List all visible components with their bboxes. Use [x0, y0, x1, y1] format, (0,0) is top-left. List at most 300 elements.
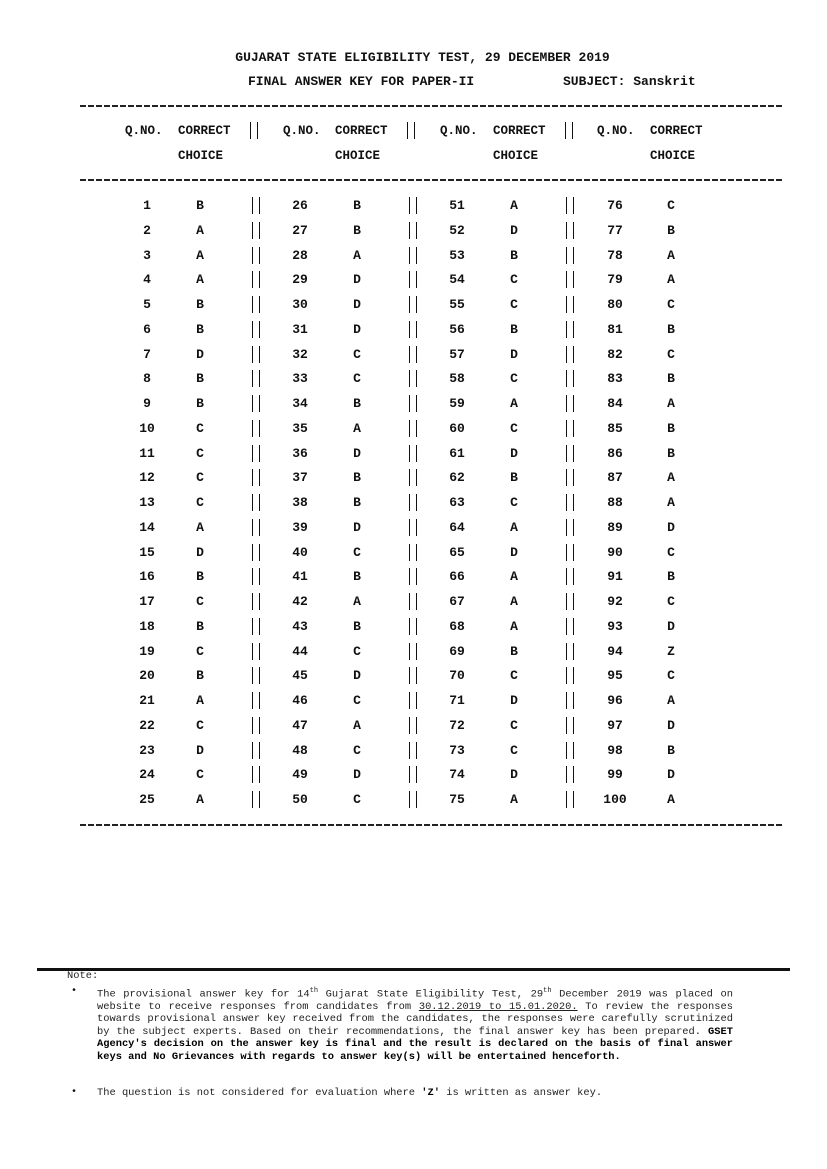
header-qno: Q.NO.: [440, 124, 478, 138]
column-separator: [409, 321, 417, 338]
correct-choice: C: [510, 495, 518, 510]
correct-choice: B: [353, 495, 361, 510]
correct-choice: C: [667, 297, 675, 312]
question-number: 82: [607, 346, 623, 362]
header-correct: CORRECT: [493, 124, 546, 138]
question-number: 86: [607, 445, 623, 461]
question-number: 20: [139, 668, 155, 684]
date-range: 30.12.2019 to 15.01.2020.: [418, 1000, 578, 1013]
correct-choice: A: [353, 247, 361, 263]
correct-choice: B: [510, 321, 518, 337]
question-number: 74: [449, 767, 465, 783]
column-separator: [566, 445, 574, 462]
correct-choice: A: [353, 717, 361, 733]
question-number: 6: [143, 321, 151, 337]
correct-choice: D: [510, 222, 518, 238]
correct-choice: C: [667, 198, 675, 213]
question-number: 70: [449, 668, 465, 684]
column-separator: [252, 766, 260, 783]
column-separator: [566, 494, 574, 511]
question-number: 13: [139, 495, 155, 510]
correct-choice: D: [353, 272, 361, 288]
note-text: is written as answer key.: [439, 1087, 603, 1099]
column-separator: [252, 519, 260, 536]
correct-choice: A: [196, 519, 204, 535]
column-separator: [566, 544, 574, 561]
question-number: 11: [139, 445, 155, 461]
question-number: 18: [139, 618, 155, 634]
question-number: 77: [607, 222, 623, 238]
question-number: 26: [292, 198, 308, 213]
column-separator: [409, 544, 417, 561]
question-number: 78: [607, 247, 623, 263]
correct-choice: C: [196, 495, 204, 510]
correct-choice: C: [196, 594, 204, 609]
column-separator: [566, 742, 574, 759]
column-separator: [252, 370, 260, 387]
question-number: 50: [292, 792, 308, 807]
correct-choice: B: [353, 198, 361, 213]
correct-choice: C: [353, 693, 361, 708]
correct-choice: B: [196, 396, 204, 411]
question-number: 24: [139, 767, 155, 783]
correct-choice: C: [196, 470, 204, 486]
column-separator: [409, 494, 417, 511]
question-number: 60: [449, 420, 465, 436]
question-number: 44: [292, 643, 308, 659]
note-text: December 2019 was placed on website to receive responses from candidates from: [97, 988, 733, 1013]
dashed-divider: [80, 105, 782, 107]
column-separator: [252, 222, 260, 239]
column-separator: [252, 618, 260, 635]
question-number: 48: [292, 742, 308, 758]
column-separator: [409, 222, 417, 239]
question-number: 31: [292, 321, 308, 337]
correct-choice: C: [667, 544, 675, 560]
question-number: 4: [143, 272, 151, 288]
correct-choice: A: [196, 792, 204, 807]
correct-choice: B: [353, 396, 361, 411]
correct-choice: A: [510, 569, 518, 585]
question-number: 89: [607, 519, 623, 535]
column-separator: [409, 519, 417, 536]
correct-choice: C: [196, 767, 204, 783]
column-separator: [409, 766, 417, 783]
z-marker: 'Z': [421, 1087, 440, 1099]
column-separator: [252, 593, 260, 610]
question-number: 51: [449, 198, 465, 213]
column-separator: [252, 395, 260, 412]
correct-choice: D: [353, 321, 361, 337]
correct-choice: C: [353, 643, 361, 659]
question-number: 90: [607, 544, 623, 560]
correct-choice: C: [196, 445, 204, 461]
paper-label: FINAL ANSWER KEY FOR PAPER-II: [248, 74, 475, 89]
correct-choice: A: [667, 470, 675, 486]
column-separator: [252, 271, 260, 288]
correct-choice: B: [667, 222, 675, 238]
column-separator: [409, 593, 417, 610]
column-separator: [566, 469, 574, 486]
question-number: 42: [292, 594, 308, 609]
correct-choice: D: [667, 717, 675, 733]
note-paragraph-2: [97, 1087, 733, 1100]
correct-choice: B: [667, 742, 675, 758]
question-number: 91: [607, 569, 623, 585]
correct-choice: A: [667, 693, 675, 708]
question-number: 75: [449, 792, 465, 807]
column-separator: [250, 122, 258, 139]
column-separator: [252, 692, 260, 709]
question-number: 71: [449, 693, 465, 708]
question-number: 23: [139, 742, 155, 758]
question-number: 64: [449, 519, 465, 535]
correct-choice: D: [510, 767, 518, 783]
correct-choice: C: [353, 346, 361, 362]
correct-choice: A: [196, 247, 204, 263]
question-number: 5: [143, 297, 151, 312]
correct-choice: B: [196, 321, 204, 337]
correct-choice: B: [667, 445, 675, 461]
column-separator: [252, 445, 260, 462]
question-number: 49: [292, 767, 308, 783]
question-number: 99: [607, 767, 623, 783]
correct-choice: D: [196, 544, 204, 560]
question-number: 38: [292, 495, 308, 510]
correct-choice: B: [196, 618, 204, 634]
correct-choice: B: [510, 643, 518, 659]
question-number: 33: [292, 371, 308, 387]
correct-choice: Z: [667, 643, 675, 659]
column-separator: [566, 618, 574, 635]
correct-choice: A: [510, 618, 518, 634]
question-number: 97: [607, 717, 623, 733]
correct-choice: A: [510, 198, 518, 213]
correct-choice: B: [353, 470, 361, 486]
column-separator: [566, 197, 574, 214]
column-separator: [409, 667, 417, 684]
column-separator: [252, 346, 260, 363]
question-number: 93: [607, 618, 623, 634]
question-number: 72: [449, 717, 465, 733]
question-number: 8: [143, 371, 151, 387]
column-separator: [409, 370, 417, 387]
column-separator: [252, 469, 260, 486]
question-number: 2: [143, 222, 151, 238]
question-number: 96: [607, 693, 623, 708]
header-qno: Q.NO.: [597, 124, 635, 138]
correct-choice: C: [667, 594, 675, 609]
question-number: 28: [292, 247, 308, 263]
question-number: 66: [449, 569, 465, 585]
question-number: 29: [292, 272, 308, 288]
question-number: 84: [607, 396, 623, 411]
subject-label: SUBJECT: Sanskrit: [563, 74, 696, 89]
question-number: 17: [139, 594, 155, 609]
question-number: 76: [607, 198, 623, 213]
question-number: 35: [292, 420, 308, 436]
question-number: 1: [143, 198, 151, 213]
question-number: 46: [292, 693, 308, 708]
correct-choice: D: [353, 297, 361, 312]
question-number: 36: [292, 445, 308, 461]
correct-choice: B: [196, 297, 204, 312]
correct-choice: B: [196, 668, 204, 684]
correct-choice: A: [353, 594, 361, 609]
question-number: 54: [449, 272, 465, 288]
column-separator: [252, 321, 260, 338]
correct-choice: A: [667, 272, 675, 288]
column-separator: [409, 197, 417, 214]
column-separator: [566, 346, 574, 363]
question-number: 73: [449, 742, 465, 758]
correct-choice: D: [510, 693, 518, 708]
question-number: 85: [607, 420, 623, 436]
column-separator: [409, 296, 417, 313]
correct-choice: C: [510, 420, 518, 436]
question-number: 27: [292, 222, 308, 238]
column-separator: [252, 643, 260, 660]
correct-choice: D: [510, 346, 518, 362]
header-choice: CHOICE: [178, 149, 224, 163]
header-qno: Q.NO.: [125, 124, 163, 138]
question-number: 80: [607, 297, 623, 312]
correct-choice: D: [667, 767, 675, 783]
question-number: 92: [607, 594, 623, 609]
column-separator: [566, 519, 574, 536]
question-number: 55: [449, 297, 465, 312]
column-separator: [566, 420, 574, 437]
dashed-divider: [80, 824, 782, 826]
question-number: 34: [292, 396, 308, 411]
correct-choice: A: [196, 222, 204, 238]
correct-choice: B: [196, 569, 204, 585]
note-text: To review the responses towards provisional answer key received from the candidates, the responses were carefully scrutinized by the subject experts. Based on their recommendations, the final answer key has been prepared.: [97, 1000, 733, 1038]
column-separator: [409, 791, 417, 808]
question-number: 62: [449, 470, 465, 486]
column-separator: [409, 469, 417, 486]
question-number: 16: [139, 569, 155, 585]
note-text: Gujarat State Eligibility Test, 29: [318, 988, 544, 1001]
correct-choice: C: [510, 668, 518, 684]
question-number: 58: [449, 371, 465, 387]
column-separator: [566, 692, 574, 709]
column-separator: [409, 568, 417, 585]
question-number: 81: [607, 321, 623, 337]
correct-choice: D: [196, 346, 204, 362]
question-number: 94: [607, 643, 623, 659]
correct-choice: D: [510, 544, 518, 560]
column-separator: [409, 618, 417, 635]
header-correct: CORRECT: [650, 124, 703, 138]
column-separator: [252, 544, 260, 561]
question-number: 7: [143, 346, 151, 362]
note-text: The question is not considered for evaluation where: [97, 1087, 422, 1099]
column-separator: [252, 420, 260, 437]
question-number: 65: [449, 544, 465, 560]
column-separator: [566, 222, 574, 239]
bullet: •: [71, 986, 78, 997]
column-separator: [566, 296, 574, 313]
correct-choice: A: [196, 693, 204, 708]
question-number: 45: [292, 668, 308, 684]
column-separator: [566, 643, 574, 660]
note-paragraph-1: [97, 985, 733, 1063]
correct-choice: B: [667, 321, 675, 337]
column-separator: [409, 346, 417, 363]
question-number: 63: [449, 495, 465, 510]
column-separator: [565, 122, 573, 139]
correct-choice: B: [510, 470, 518, 486]
note-text: The provisional answer key for 14: [97, 988, 310, 1001]
question-number: 57: [449, 346, 465, 362]
column-separator: [409, 742, 417, 759]
correct-choice: A: [667, 792, 675, 807]
question-number: 43: [292, 618, 308, 634]
column-separator: [409, 247, 417, 264]
correct-choice: D: [353, 668, 361, 684]
correct-choice: B: [353, 569, 361, 585]
correct-choice: D: [667, 519, 675, 535]
column-separator: [566, 593, 574, 610]
question-number: 39: [292, 519, 308, 535]
note-label: Note:: [67, 970, 99, 982]
column-separator: [566, 717, 574, 734]
header-choice: CHOICE: [335, 149, 381, 163]
header-qno: Q.NO.: [283, 124, 321, 138]
column-separator: [252, 742, 260, 759]
correct-choice: B: [667, 371, 675, 387]
question-number: 32: [292, 346, 308, 362]
column-separator: [566, 321, 574, 338]
question-number: 40: [292, 544, 308, 560]
correct-choice: C: [353, 371, 361, 387]
correct-choice: B: [196, 198, 204, 213]
column-separator: [566, 395, 574, 412]
correct-choice: C: [510, 272, 518, 288]
correct-choice: A: [667, 247, 675, 263]
question-number: 25: [139, 792, 155, 807]
question-number: 10: [139, 420, 155, 436]
question-number: 3: [143, 247, 151, 263]
header-correct: CORRECT: [335, 124, 388, 138]
question-number: 37: [292, 470, 308, 486]
correct-choice: D: [353, 445, 361, 461]
correct-choice: B: [667, 420, 675, 436]
correct-choice: A: [196, 272, 204, 288]
correct-choice: D: [510, 445, 518, 461]
column-separator: [252, 568, 260, 585]
question-number: 69: [449, 643, 465, 659]
column-separator: [252, 791, 260, 808]
header-correct: CORRECT: [178, 124, 231, 138]
question-number: 79: [607, 272, 623, 288]
correct-choice: A: [353, 420, 361, 436]
column-separator: [566, 271, 574, 288]
note-bold-text: GSET Agency's decision on the answer key is final and the result is declared on the basis of final answer keys and No Grievances with regards to answer key(s) will be entertained henceforth.: [97, 1025, 733, 1063]
correct-choice: C: [196, 643, 204, 659]
correct-choice: C: [667, 346, 675, 362]
correct-choice: A: [510, 594, 518, 609]
correct-choice: C: [667, 668, 675, 684]
column-separator: [252, 197, 260, 214]
column-separator: [566, 370, 574, 387]
correct-choice: D: [667, 618, 675, 634]
correct-choice: C: [196, 420, 204, 436]
column-separator: [252, 494, 260, 511]
question-number: 30: [292, 297, 308, 312]
correct-choice: A: [667, 495, 675, 510]
column-separator: [252, 717, 260, 734]
question-number: 47: [292, 717, 308, 733]
correct-choice: A: [510, 792, 518, 807]
question-number: 22: [139, 717, 155, 733]
column-separator: [252, 296, 260, 313]
question-number: 53: [449, 247, 465, 263]
column-separator: [566, 247, 574, 264]
question-number: 21: [139, 693, 155, 708]
question-number: 100: [603, 792, 627, 807]
correct-choice: C: [510, 742, 518, 758]
question-number: 98: [607, 742, 623, 758]
correct-choice: B: [196, 371, 204, 387]
correct-choice: C: [196, 717, 204, 733]
question-number: 19: [139, 643, 155, 659]
document-title: GUJARAT STATE ELIGIBILITY TEST, 29 DECEMBER 2019: [235, 50, 610, 65]
column-separator: [409, 643, 417, 660]
question-number: 88: [607, 495, 623, 510]
column-separator: [409, 445, 417, 462]
question-number: 52: [449, 222, 465, 238]
column-separator: [566, 766, 574, 783]
correct-choice: B: [353, 222, 361, 238]
column-separator: [409, 717, 417, 734]
question-number: 56: [449, 321, 465, 337]
column-separator: [252, 667, 260, 684]
header-choice: CHOICE: [493, 149, 539, 163]
column-separator: [566, 568, 574, 585]
correct-choice: B: [510, 247, 518, 263]
question-number: 41: [292, 569, 308, 585]
correct-choice: B: [353, 618, 361, 634]
question-number: 87: [607, 470, 623, 486]
question-number: 14: [139, 519, 155, 535]
correct-choice: A: [510, 396, 518, 411]
column-separator: [566, 791, 574, 808]
correct-choice: C: [510, 717, 518, 733]
column-separator: [409, 271, 417, 288]
question-number: 68: [449, 618, 465, 634]
question-number: 12: [139, 470, 155, 486]
question-number: 67: [449, 594, 465, 609]
superscript: th: [543, 987, 552, 995]
correct-choice: D: [353, 519, 361, 535]
column-separator: [566, 667, 574, 684]
dashed-divider: [80, 179, 782, 181]
question-number: 59: [449, 396, 465, 411]
header-choice: CHOICE: [650, 149, 696, 163]
column-separator: [409, 692, 417, 709]
column-separator: [407, 122, 415, 139]
correct-choice: D: [196, 742, 204, 758]
column-separator: [409, 420, 417, 437]
superscript: th: [309, 987, 319, 995]
question-number: 95: [607, 668, 623, 684]
question-number: 61: [449, 445, 465, 461]
correct-choice: C: [353, 742, 361, 758]
column-separator: [252, 247, 260, 264]
correct-choice: C: [353, 544, 361, 560]
